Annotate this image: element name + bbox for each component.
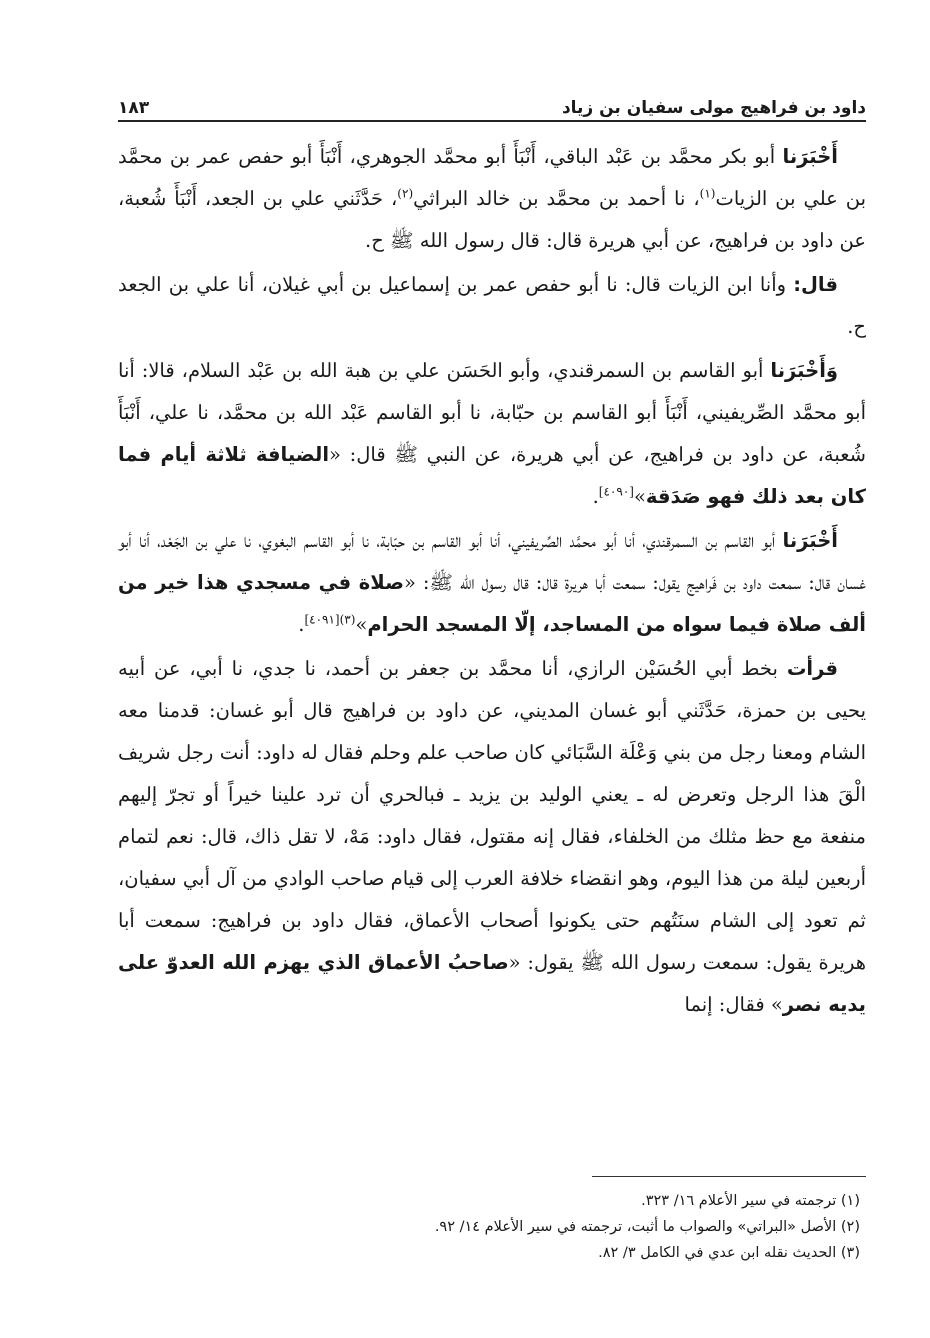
paragraph-text: أبو بكر محمَّد بن عَبْد الباقي، أَنْبَأَ أبو محمَّد الجوهري، أَنْبَأَ أبو حفص عمر بن محمَّد بن علي بن الزيات bbox=[118, 145, 867, 210]
hadith-number: [٤٠٩١] bbox=[304, 612, 340, 627]
keyword: قال: bbox=[793, 273, 838, 296]
keyword: قرأت bbox=[786, 657, 838, 680]
main-text bbox=[118, 136, 866, 1026]
header-title: داود بن فراهيج مولى سفيان بن زياد bbox=[561, 98, 866, 118]
paragraph-text: ، نا أحمد بن محمَّد بن خالد البراثي bbox=[413, 187, 700, 210]
header-rule bbox=[118, 120, 866, 122]
paragraph-text: . bbox=[592, 485, 599, 508]
footnote-ref: (١) bbox=[699, 186, 716, 201]
paragraph-text: وأنا ابن الزيات قال: نا أبو حفص عمر بن إسماعيل بن أبي غيلان، أنا علي بن الجعد ح. bbox=[118, 273, 866, 338]
paragraph-5 bbox=[118, 648, 866, 1026]
footnotes bbox=[118, 1188, 866, 1266]
keyword: وَأَخْبَرَنا bbox=[770, 359, 838, 382]
keyword: أَخْبَرَنا bbox=[782, 145, 838, 168]
hadith-text: الضيافة ثلاثة أيام فما كان بعد ذلك فهو صَدَقة bbox=[118, 443, 866, 508]
hadith-text: صاحبُ الأعماق الذي يهزم الله العدوّ على يديه نصر bbox=[118, 951, 866, 1016]
footnote-ref: (٢) bbox=[397, 186, 414, 201]
hadith-text: صلاة في مسجدي هذا خير من ألف صلاة فيما سواه من المساجد، إلّا المسجد الحرام bbox=[118, 571, 866, 636]
page-number: ١٨٣ bbox=[118, 98, 150, 118]
paragraph-text: » فقال: إنما bbox=[684, 993, 783, 1016]
footnote-rule bbox=[592, 1176, 866, 1177]
paragraph-text: . bbox=[298, 613, 305, 636]
paragraph-4 bbox=[118, 520, 866, 646]
footnote-2: (٢) الأصل «البراتي» والصواب ما أثبت، ترجمته في سير الأعلام ١٤/ ٩٢. bbox=[434, 1219, 860, 1235]
paragraph-text: أبو القاسم بن السمرقندي، أنا أبو محمَّد الصِّريفيني، أنا أبو القاسم بن حبّابة، نا أبو القاسم البغوي، نا علي بن الجَعْد، أنا أبو غسان قال: سمعت داود بن فَراهيج يقول: سمعت أبا هريرة قال: قال رسول الله ﷺ: « bbox=[118, 529, 866, 594]
keyword: أَخْبَرَنا bbox=[782, 529, 838, 552]
paragraph-text: » bbox=[355, 613, 368, 636]
footnote-ref: (٣) bbox=[339, 612, 356, 627]
paragraph-text: ، حَدَّثَني علي بن الجعد، أَنْبَأَ شُعبة، عن داود بن فراهيج، عن أبي هريرة قال: قال رسول الله ﷺ ح. bbox=[118, 187, 866, 252]
paragraph-text: بخط أبي الحُسَيْن الرازي، أنا محمَّد بن جعفر بن أحمد، نا جدي، نا أبي، عن أبيه يحيى بن حمزة، حَدَّثَني أبو غسان المديني، عن داود بن فراهيج قال أبو غسان: قدمنا معه الشام ومعنا رجل من بني وَعْلَة السَّبَائي كان صاحب علم وحلم فقال له داود: أنت رجل شريف الْقَ هذا الرجل وتعرض له ـ يعني الوليد بن يزيد ـ فبالحري أن ترد علينا خيراً أو تجرّ إليهم منفعة مع حظ مثلك من الخلفاء، فقال إنه مقتول، فقال داود: مَهْ، لا تقل ذاك، قال: نعم لتمام أربعين ليلة من هذا اليوم، وهو انقضاء خلافة العرب إلى قيام صاحب الوادي من آل أبي سفيان، ثم تعود إلى الشام سنَتُهم حتى يكونوا أصحاب الأعماق، فقال داود بن فراهيج: سمعت أبا هريرة يقول: سمعت رسول الله ﷺ يقول: « bbox=[118, 657, 866, 974]
paragraph-2 bbox=[118, 264, 866, 348]
running-header bbox=[118, 82, 866, 118]
paragraph-text: » bbox=[633, 485, 646, 508]
paragraph-text: أبو القاسم بن السمرقندي، وأبو الحَسَن علي بن هبة الله بن عَبْد السلام، قالا: أنا أبو محمَّد الصِّريفيني، أَنْبَأَ أبو القاسم بن حبّابة، نا أبو القاسم عَبْد الله بن محمَّد، نا علي، أَنْبَأَ شُعبة، عن داود بن فراهيج، عن أبي هريرة، عن النبي ﷺ قال: « bbox=[118, 359, 866, 466]
paragraph-3 bbox=[118, 350, 866, 518]
paragraph-1 bbox=[118, 136, 866, 262]
footnote-1: (١) ترجمته في سير الأعلام ١٦/ ٣٢٣. bbox=[641, 1193, 860, 1209]
hadith-number: [٤٠٩٠] bbox=[598, 484, 634, 499]
footnote-3: (٣) الحديث نقله ابن عدي في الكامل ٣/ ٨٢. bbox=[598, 1245, 860, 1261]
